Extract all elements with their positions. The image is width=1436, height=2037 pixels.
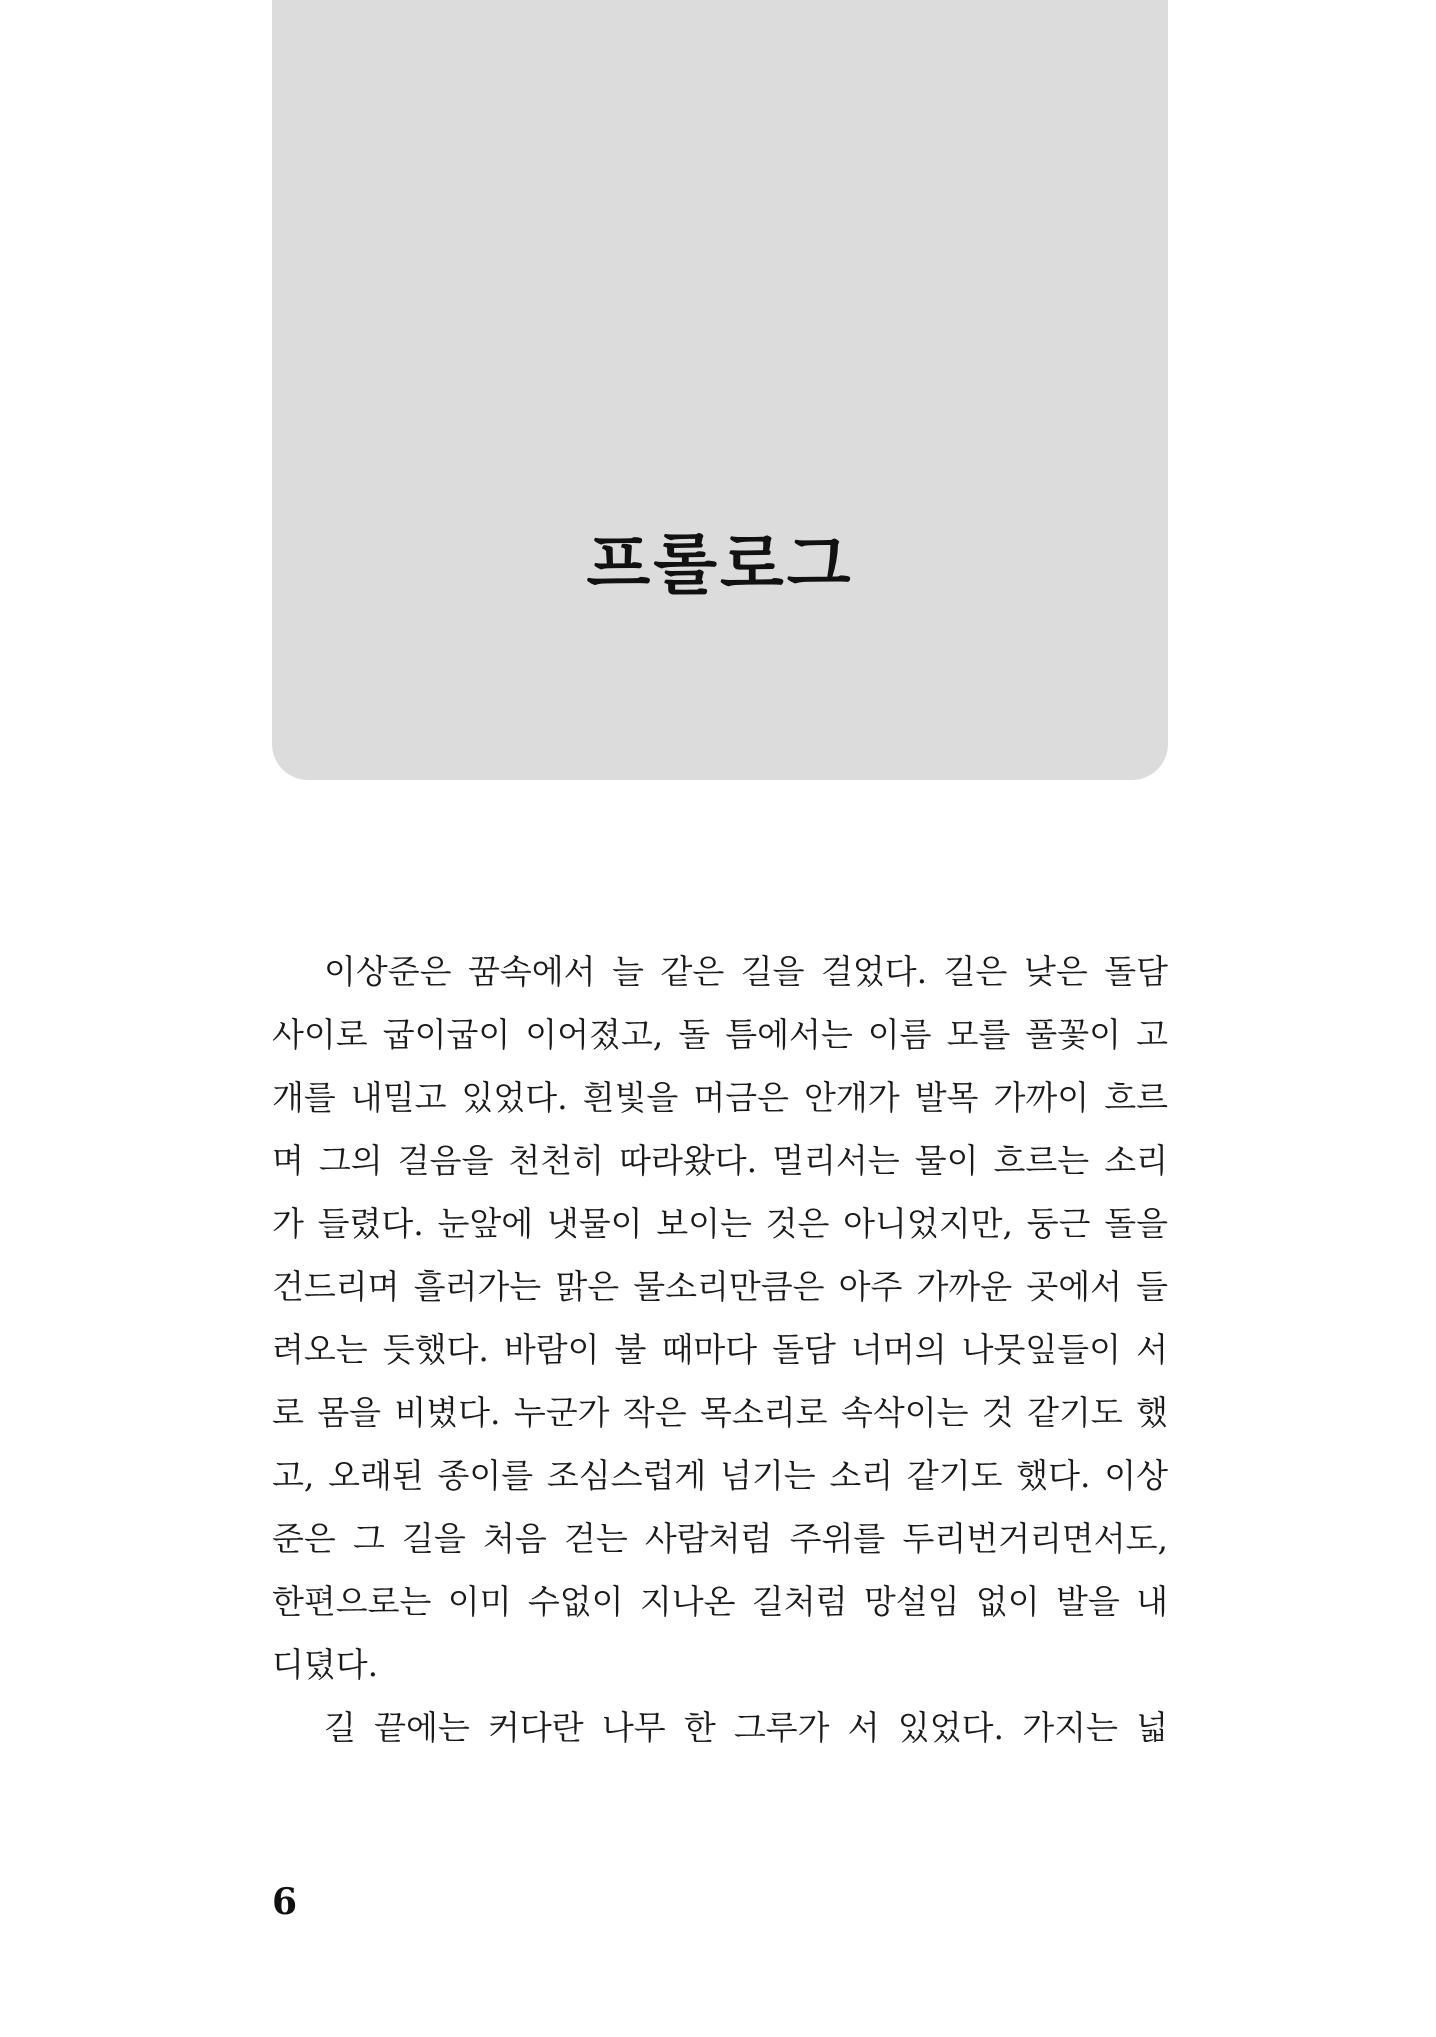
body-line: 려오는 듯했다. 바람이 불 때마다 돌담 너머의 나뭇잎들이 서 — [272, 1330, 1168, 1369]
body-text — [272, 940, 1168, 1759]
body-line: 개를 내밀고 있었다. 흰빛을 머금은 안개가 발목 가까이 흐르 — [272, 1078, 1168, 1117]
chapter-title: 프롤로그 — [586, 526, 854, 603]
body-line: 고, 오래된 종이를 조심스럽게 넘기는 소리 같기도 했다. 이상 — [272, 1456, 1168, 1495]
body-line: 준은 그 길을 처음 걷는 사람처럼 주위를 두리번거리면서도, — [272, 1519, 1168, 1558]
body-line: 디뎠다. — [272, 1645, 379, 1684]
body-line: 길 끝에는 커다란 나무 한 그루가 서 있었다. 가지는 넓 — [324, 1708, 1168, 1747]
chapter-header-box — [272, 0, 1168, 780]
body-line: 며 그의 걸음을 천천히 따라왔다. 멀리서는 물이 흐르는 소리 — [272, 1141, 1168, 1180]
body-line: 한편으로는 이미 수없이 지나온 길처럼 망설임 없이 발을 내 — [272, 1582, 1168, 1621]
body-line: 건드리며 흘러가는 맑은 물소리만큼은 아주 가까운 곳에서 들 — [272, 1267, 1168, 1306]
body-line: 로 몸을 비볐다. 누군가 작은 목소리로 속삭이는 것 같기도 했 — [272, 1393, 1168, 1432]
page-number: 6 — [272, 1881, 298, 1923]
body-line: 이상준은 꿈속에서 늘 같은 길을 걸었다. 길은 낮은 돌담 — [324, 952, 1168, 991]
body-line: 사이로 굽이굽이 이어졌고, 돌 틈에서는 이름 모를 풀꽃이 고 — [272, 1015, 1168, 1054]
body-line: 가 들렸다. 눈앞에 냇물이 보이는 것은 아니었지만, 둥근 돌을 — [272, 1204, 1168, 1243]
